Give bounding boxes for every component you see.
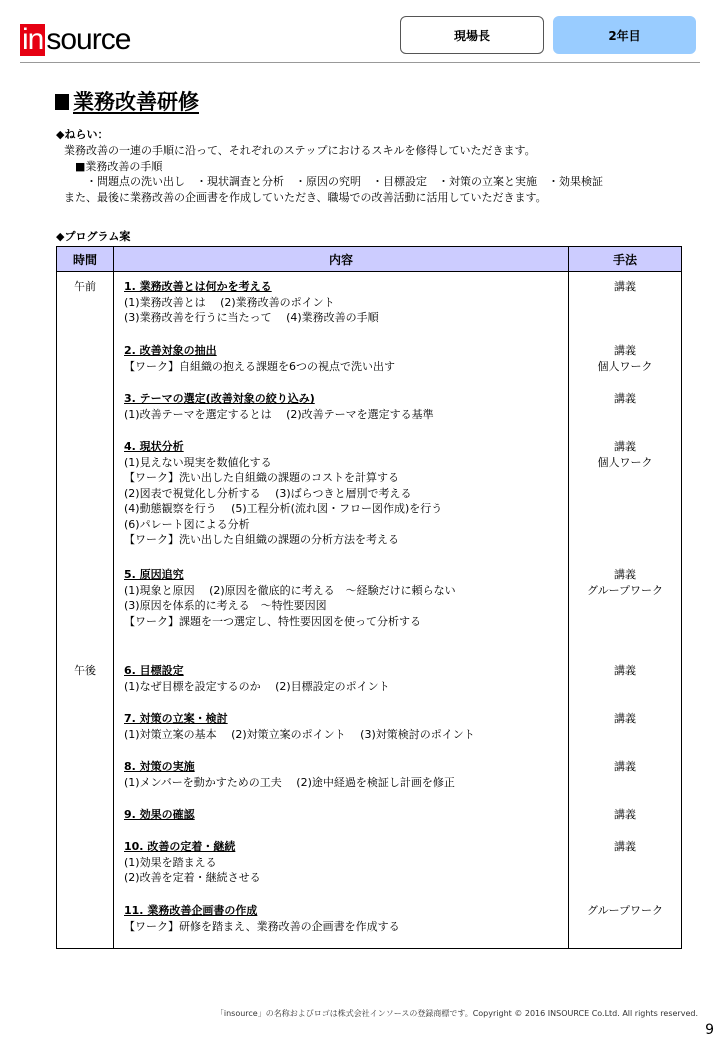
section-title: 8. 対策の実施: [124, 760, 195, 773]
section-line: (1)現象と原因 (2)原因を徹底的に考える ～経験だけに頼らない: [124, 583, 456, 597]
section-line: (1)なぜ目標を設定するのか (2)目標設定のポイント: [124, 679, 390, 693]
section-method: [569, 903, 681, 919]
method-label: 講義: [614, 344, 636, 357]
time-pm: 午後: [74, 664, 96, 677]
section-title: 9. 効果の確認: [124, 808, 195, 821]
section-title: 2. 改善対象の抽出: [124, 344, 217, 357]
program-section: [124, 663, 390, 694]
aim-line: 業務改善の一連の手順に沿って、それぞれのステップにおけるスキルを修得していただきます。: [64, 144, 536, 157]
section-method: [569, 439, 681, 470]
copyright-footer: 「insource」の名称およびロゴは株式会社インソースの登録商標です。Copyright © 2016 INSOURCE Co.Ltd. All rights reserved.: [215, 1009, 698, 1018]
program-section: [124, 343, 395, 374]
method-label: 講義: [614, 840, 636, 853]
method-label: 講義: [614, 280, 636, 293]
section-line: (1)改善テーマを選定するとは (2)改善テーマを選定する基準: [124, 407, 434, 421]
program-section: [124, 391, 434, 422]
program-section: [124, 903, 400, 934]
method-label: 講義: [614, 808, 636, 821]
aim-heading: ◆ねらい：: [56, 128, 109, 141]
section-line: (6)パレート図による分析: [124, 517, 250, 531]
section-line: 【ワーク】自組織の抱える課題を6つの視点で洗い出す: [124, 359, 395, 373]
page-title-text: 業務改善研修: [73, 90, 199, 114]
method-label: 講義: [614, 712, 636, 725]
section-method: [569, 279, 681, 295]
method-label: 個人ワーク: [597, 359, 653, 373]
square-bullet-icon: [55, 94, 69, 110]
section-title: 1. 業務改善とは何かを考える: [124, 280, 272, 293]
section-method: [569, 391, 681, 407]
method-label: グループワーク: [586, 583, 664, 597]
section-line: (1)効果を踏まえる: [124, 855, 217, 869]
section-line: 【ワーク】研修を踏まえ、業務改善の企画書を作成する: [124, 919, 400, 933]
section-line: (1)メンバーを動かすための工夫 (2)途中経過を検証し計画を修正: [124, 775, 455, 789]
logo-highlight: in: [22, 23, 44, 56]
section-method: [569, 567, 681, 598]
header-content: 内容: [114, 247, 569, 272]
section-method: [569, 663, 681, 679]
method-label: 講義: [614, 392, 636, 405]
section-title: 6. 目標設定: [124, 664, 184, 677]
role-tag: 現場長: [400, 16, 544, 54]
program-table: [56, 246, 682, 949]
method-label: 講義: [614, 440, 636, 453]
section-line: 【ワーク】課題を一つ選定し、特性要因図を使って分析する: [124, 614, 421, 628]
aim-line: また、最後に業務改善の企画書を作成していただき、職場での改善活動に活用していただきます。: [64, 190, 547, 204]
program-section: [124, 839, 261, 886]
aim-line: ■業務改善の手順: [64, 159, 163, 173]
method-label: グループワーク: [586, 904, 664, 917]
aim-text: [64, 143, 603, 205]
program-section: [124, 567, 456, 629]
section-method: [569, 343, 681, 374]
header-method: 手法: [569, 247, 682, 272]
section-line: (3)原因を体系的に考える ～特性要因図: [124, 599, 327, 612]
section-line: (4)動態観察を行う (5)工程分析(流れ図・フロー図作成)を行う: [124, 502, 443, 515]
method-label: 個人ワーク: [597, 455, 653, 469]
program-section: [124, 279, 379, 326]
section-title: 10. 改善の定着・継続: [124, 840, 236, 853]
section-title: 7. 対策の立案・検討: [124, 712, 228, 725]
section-line: (3)業務改善を行うに当たって (4)業務改善の手順: [124, 311, 379, 324]
program-heading: ◆プログラム案: [56, 230, 131, 243]
section-line: (1)見えない現実を数値化する: [124, 455, 272, 469]
insource-logo: [20, 24, 130, 56]
program-section: [124, 759, 455, 790]
section-title: 4. 現状分析: [124, 440, 184, 453]
method-label: 講義: [614, 664, 636, 677]
section-title: 3. テーマの選定(改善対象の絞り込み): [124, 392, 315, 405]
program-section: [124, 807, 195, 823]
section-method: [569, 711, 681, 727]
section-method: [569, 807, 681, 823]
section-line: 【ワーク】洗い出した自組織の課題の分析方法を考える: [124, 533, 399, 546]
section-method: [569, 759, 681, 775]
method-label: 講義: [614, 568, 636, 581]
logo-text: source: [46, 23, 131, 56]
section-title: 5. 原因追究: [124, 568, 184, 581]
header-divider: [20, 62, 700, 63]
section-line: (1)対策立案の基本 (2)対策立案のポイント (3)対策検討のポイント: [124, 727, 475, 741]
program-section: [124, 439, 442, 548]
page-title: [55, 86, 199, 116]
page-number: 9: [705, 1022, 714, 1038]
content-column: [114, 272, 569, 949]
program-section: [124, 711, 475, 742]
section-line: 【ワーク】洗い出した自組織の課題のコストを計算する: [124, 471, 399, 484]
header-time: 時間: [57, 247, 114, 272]
time-column: [57, 272, 114, 949]
section-line: (2)改善を定着・継続させる: [124, 871, 261, 884]
method-column: [569, 272, 682, 949]
section-method: [569, 839, 681, 855]
year-tag: 2年目: [553, 16, 696, 54]
time-am: 午前: [74, 280, 96, 293]
section-line: (2)図表で視覚化し分析する (3)ばらつきと層別で考える: [124, 486, 412, 500]
aim-line: ・問題点の洗い出し ・現状調査と分析 ・原因の究明 ・目標設定 ・対策の立案と実施 ・効果検証: [64, 175, 603, 188]
section-title: 11. 業務改善企画書の作成: [124, 904, 258, 917]
section-line: (1)業務改善とは (2)業務改善のポイント: [124, 295, 335, 309]
method-label: 講義: [614, 760, 636, 773]
